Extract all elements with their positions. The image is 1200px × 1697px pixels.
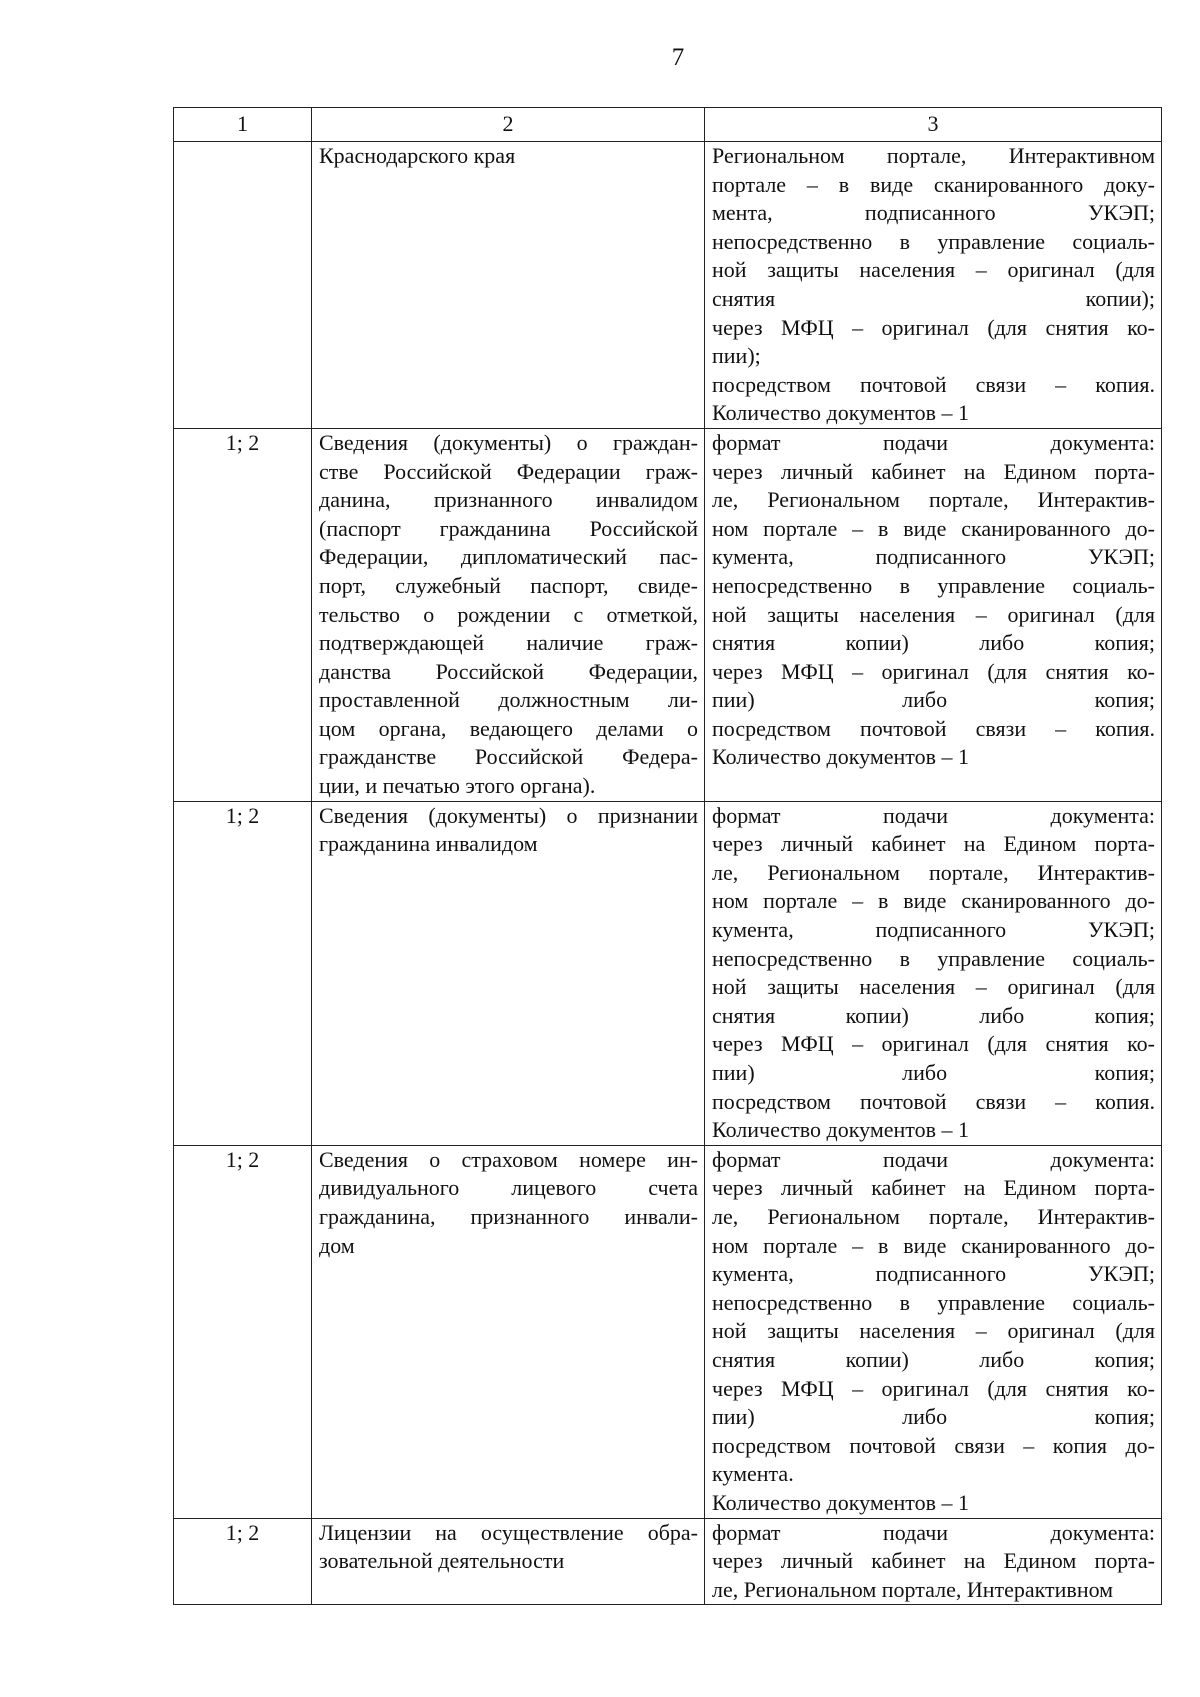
document-name-cell: [312, 801, 705, 1145]
submission-method-line: посредством почтовой связи – копия.: [712, 1088, 1155, 1114]
submission-method-line: кумента, подписанного УКЭП;: [712, 917, 1155, 943]
table-body: [174, 142, 1162, 1605]
table-header-row: [174, 108, 1162, 142]
column-header-1: 1: [174, 108, 312, 142]
document-name-line: (паспорт гражданина Российской: [319, 515, 698, 541]
submission-method-line: через МФЦ – оригинал (для снятия ко-: [712, 658, 1155, 684]
submission-method-line: через личный кабинет на Едином порта-: [712, 1175, 1155, 1201]
submission-method-line: через МФЦ – оригинал (для снятия ко-: [712, 314, 1155, 340]
submission-method-line: Количество документов – 1: [712, 400, 969, 426]
submission-method-line: снятия копии) либо копия;: [712, 630, 1155, 656]
submission-method-line: Количество документов – 1: [712, 1489, 969, 1515]
document-name-line: гражданстве Российской Федера-: [319, 744, 698, 770]
submission-method-line: непосредственно в управление социаль-: [712, 945, 1155, 971]
document-name-line: зовательной деятельности: [319, 1548, 565, 1574]
submission-method-line: пии) либо копия;: [712, 1404, 1155, 1430]
submission-method-line: ной защиты населения – оригинал (для: [712, 974, 1155, 1000]
submission-method-line: снятия копии);: [712, 285, 1155, 311]
submission-method-line: формат подачи документа:: [712, 1146, 1155, 1172]
submission-method-line: формат подачи документа:: [712, 802, 1155, 828]
document-name-line: подтверждающей наличие граж-: [319, 630, 698, 656]
submission-method-line: снятия копии) либо копия;: [712, 1002, 1155, 1028]
page-number: 7: [671, 44, 685, 71]
document-name-line: Сведения (документы) о граждан-: [319, 429, 698, 455]
document-name-cell: [312, 1145, 705, 1518]
table-row: [174, 1518, 1162, 1605]
document-name-line: гражданина инвалидом: [319, 831, 538, 857]
submission-method-cell: [705, 801, 1162, 1145]
submission-method-line: ной защиты населения – оригинал (для: [712, 1318, 1155, 1344]
submission-method-line: ле, Региональном портале, Интерактивном: [712, 1576, 1114, 1602]
submission-method-line: ном портале – в виде сканированного до-: [712, 1232, 1155, 1258]
submission-method-line: ном портале – в виде сканированного до-: [712, 515, 1155, 541]
submission-method-line: посредством почтовой связи – копия.: [712, 371, 1155, 397]
submission-method-line: посредством почтовой связи – копия.: [712, 715, 1155, 741]
document-name-line: данства Российской Федерации,: [319, 658, 698, 684]
row-number-cell: 1; 2: [174, 1518, 312, 1605]
document-name-line: порт, служебный паспорт, свиде-: [319, 572, 698, 598]
document-name-cell: [312, 142, 705, 429]
row-number-cell: 1; 2: [174, 1145, 312, 1518]
table-row: [174, 1145, 1162, 1518]
submission-method-line: формат подачи документа:: [712, 1519, 1155, 1545]
submission-method-line: ле, Региональном портале, Интерактив-: [712, 859, 1155, 885]
submission-method-line: через МФЦ – оригинал (для снятия ко-: [712, 1375, 1155, 1401]
submission-method-cell: [705, 1518, 1162, 1605]
submission-method-line: мента, подписанного УКЭП;: [712, 200, 1155, 226]
submission-method-line: посредством почтовой связи – копия до-: [712, 1432, 1155, 1458]
submission-method-line: пии);: [712, 343, 761, 369]
row-number-cell: 1; 2: [174, 801, 312, 1145]
submission-method-line: Региональном портале, Интерактивном: [712, 143, 1155, 168]
submission-method-line: через личный кабинет на Едином порта-: [712, 458, 1155, 484]
submission-method-line: Количество документов – 1: [712, 1117, 969, 1143]
document-name-line: цом органа, ведающего делами о: [319, 715, 698, 741]
submission-method-line: ной защиты населения – оригинал (для: [712, 257, 1155, 283]
document-name-line: тельство о рождении с отметкой,: [319, 601, 698, 627]
table-row: [174, 142, 1162, 429]
submission-method-line: снятия копии) либо копия;: [712, 1346, 1155, 1372]
document-name-cell: [312, 1518, 705, 1605]
submission-method-line: кумента, подписанного УКЭП;: [712, 1261, 1155, 1287]
submission-method-line: через личный кабинет на Едином порта-: [712, 1548, 1155, 1574]
document-name-line: проставленной должностным ли-: [319, 687, 698, 713]
document-name-line: дом: [319, 1232, 355, 1258]
document-name-line: ции, и печатью этого органа).: [319, 773, 596, 799]
submission-method-line: непосредственно в управление социаль-: [712, 572, 1155, 598]
submission-method-line: непосредственно в управление социаль-: [712, 1289, 1155, 1315]
submission-method-line: ном портале – в виде сканированного до-: [712, 888, 1155, 914]
document-name-line: Сведения (документы) о признании: [319, 802, 698, 828]
row-number-cell: [174, 142, 312, 429]
document-name-line: стве Российской Федерации граж-: [319, 458, 698, 484]
submission-method-line: через МФЦ – оригинал (для снятия ко-: [712, 1031, 1155, 1057]
submission-method-line: портале – в виде сканированного доку-: [712, 171, 1155, 197]
submission-method-line: формат подачи документа:: [712, 429, 1155, 455]
document-name-line: данина, признанного инвалидом: [319, 487, 698, 513]
table-row: [174, 801, 1162, 1145]
submission-method-cell: [705, 142, 1162, 429]
column-header-2: 2: [312, 108, 705, 142]
document-name-line: дивидуального лицевого счета: [319, 1175, 698, 1201]
submission-method-line: пии) либо копия;: [712, 1060, 1155, 1085]
document-name-line: Лицензии на осуществление обра-: [319, 1519, 698, 1545]
submission-method-line: кумента.: [712, 1461, 794, 1487]
document-name-line: Федерации, дипломатический пас-: [319, 544, 698, 570]
submission-method-line: кумента, подписанного УКЭП;: [712, 544, 1155, 570]
submission-method-line: через личный кабинет на Едином порта-: [712, 831, 1155, 857]
document-name-line: Краснодарского края: [319, 143, 516, 168]
column-header-3: 3: [705, 108, 1162, 142]
documents-table: [173, 107, 1162, 1605]
submission-method-line: Количество документов – 1: [712, 744, 969, 770]
submission-method-cell: [705, 428, 1162, 801]
submission-method-line: ле, Региональном портале, Интерактив-: [712, 487, 1155, 513]
submission-method-line: ле, Региональном портале, Интерактив-: [712, 1203, 1155, 1229]
submission-method-cell: [705, 1145, 1162, 1518]
row-number-cell: 1; 2: [174, 428, 312, 801]
document-name-cell: [312, 428, 705, 801]
document-name-line: гражданина, признанного инвали-: [319, 1203, 698, 1229]
document-name-line: Сведения о страховом номере ин-: [319, 1146, 698, 1172]
submission-method-line: пии) либо копия;: [712, 687, 1155, 713]
submission-method-line: ной защиты населения – оригинал (для: [712, 601, 1155, 627]
submission-method-line: непосредственно в управление социаль-: [712, 228, 1155, 254]
table-row: [174, 428, 1162, 801]
